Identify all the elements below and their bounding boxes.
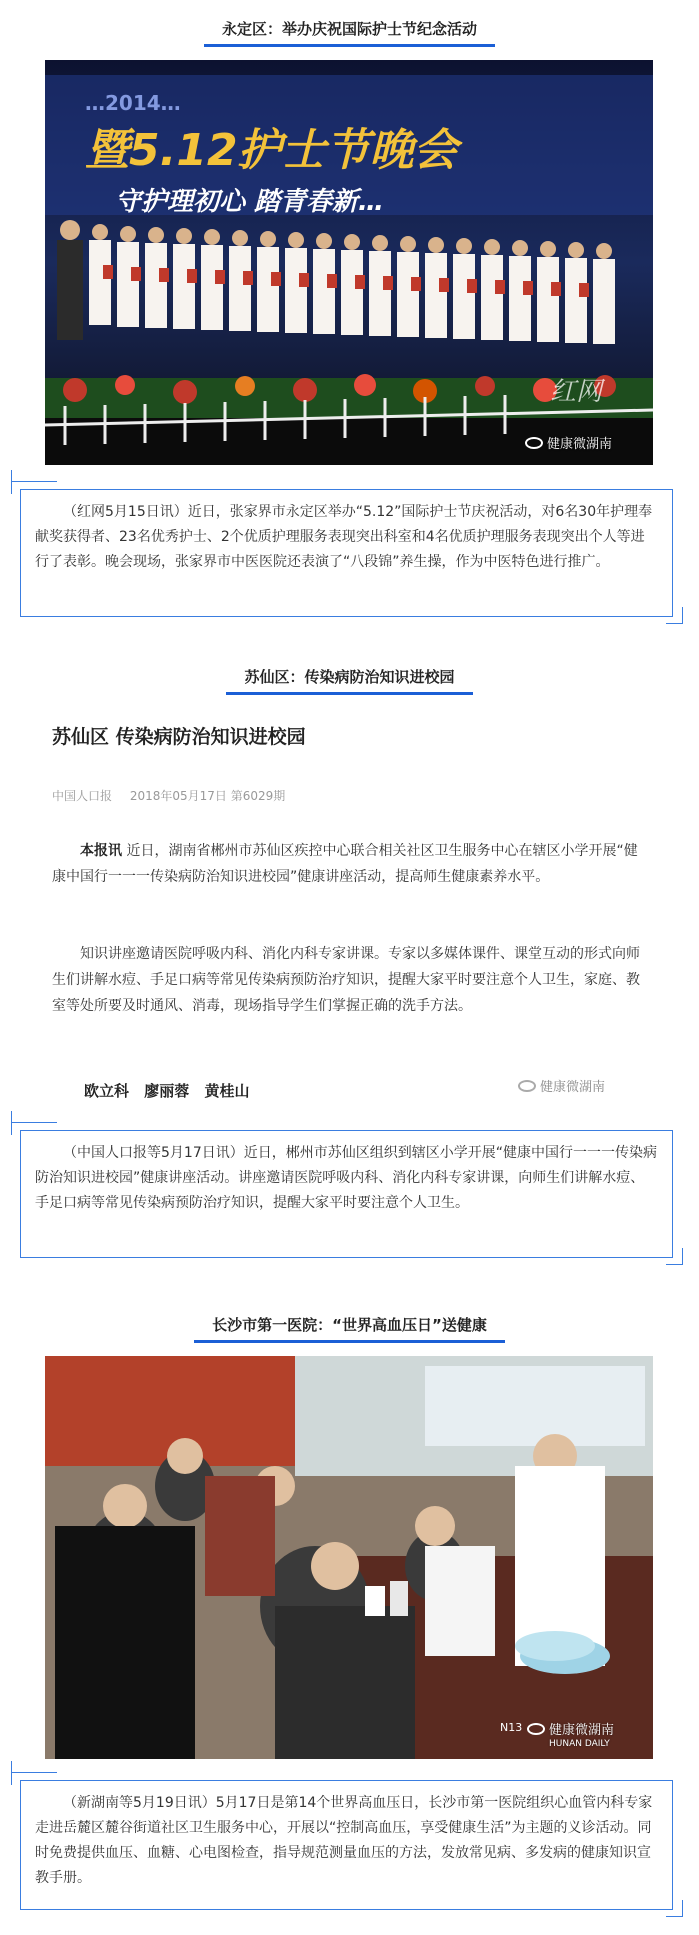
logo-text: 红网 bbox=[550, 377, 603, 407]
quote1-text: （红网5月15日讯）近日，张家界市永定区举办“5.12”国际护士节庆祝活动，对6名30年护理奉献奖获得者、23名优秀护士、2个优质护理服务表现突出科室和4名优质护理服务表现突出个人等进行了表彰。晚会现场，张家界市中医医院还表演了“八段锦”养生操，作为中医特色进行推广。 bbox=[35, 504, 653, 570]
wechat-icon bbox=[518, 1080, 536, 1092]
banner-top-text: …2014… bbox=[85, 91, 181, 115]
quote2-text: （中国人口报等5月17日讯）近日，郴州市苏仙区组织到辖区小学开展“健康中国行一一一传染病防治知识进校园”健康讲座活动。讲座邀请医院呼吸内科、消化内科专家讲课，向师生们讲解水痘、手足口病等常见传染病预防治疗知识，提醒大家平时要注意个人卫生。 bbox=[35, 1145, 657, 1211]
quote3-text: （新湖南等5月19日讯）5月17日是第14个世界高血压日，长沙市第一医院组织心血管内科专家走进岳麓区麓谷街道社区卫生服务中心，开展以“控制高血压，享受健康生活”为主题的义诊活动。同时免费提供血压、血糖、心电图检查，指导规范测量血压的方法，发放常见病、多发病的健康知识宣教手册。 bbox=[35, 1795, 653, 1886]
quote1-corner-bottom bbox=[666, 607, 683, 624]
photo-label: N13 bbox=[500, 1721, 523, 1734]
quote-box-3 bbox=[20, 1780, 673, 1910]
watermark-3: 健康微湖南 HUNAN DAILY bbox=[527, 1719, 614, 1749]
wechat-icon bbox=[525, 437, 543, 449]
section2-heading bbox=[0, 666, 699, 695]
article-source: 中国人口报 bbox=[52, 789, 113, 803]
article-paragraph-2: 知识讲座邀请医院呼吸内科、消化内科专家讲课。专家以多媒体课件、课堂互动的形式向师生们讲解水痘、手足口病等常见传染病预防治疗知识，提醒大家平时要注意个人卫生，家庭、教室等处所要及时通风、消毒，现场指导学生们掌握正确的洗手方法。 bbox=[52, 946, 640, 1014]
watermark-sub: HUNAN DAILY bbox=[549, 1739, 610, 1749]
article-title: 苏仙区 传染病防治知识进校园 bbox=[52, 726, 306, 748]
wechat-icon bbox=[527, 1723, 545, 1735]
article-paragraph-1: 本报讯 近日，湖南省郴州市苏仙区疾控中心联合相关社区卫生服务中心在辖区小学开展“健康中国行一一一传染病防治知识进校园”健康讲座活动，提高师生健康素养水平。 bbox=[52, 843, 638, 885]
section1-title: 永定区：举办庆祝国际护士节纪念活动 bbox=[204, 18, 495, 47]
section3-heading bbox=[0, 1314, 699, 1343]
banner-sub-text: 守护理初心 踏青春新… bbox=[115, 187, 385, 217]
quote-box-2 bbox=[20, 1130, 673, 1258]
watermark-2: 健康微湖南 bbox=[518, 1076, 605, 1095]
article-authors: 欧立科 廖丽蓉 黄桂山 bbox=[84, 1082, 250, 1100]
article-lead: 本报讯 bbox=[80, 843, 122, 859]
quote-box-1 bbox=[20, 489, 673, 617]
section1-heading bbox=[0, 18, 699, 47]
quote3-corner-bottom bbox=[666, 1900, 683, 1917]
article-meta bbox=[52, 787, 299, 804]
quote2-corner-bottom bbox=[666, 1248, 683, 1265]
nurses-stage-image bbox=[45, 60, 653, 465]
section1-photo bbox=[45, 60, 653, 465]
watermark-1: 健康微湖南 bbox=[525, 433, 612, 452]
article-date: 2018年05月17日 第6029期 bbox=[129, 789, 286, 803]
clinic-image bbox=[45, 1356, 653, 1759]
section3-title: 长沙市第一医院：“世界高血压日”送健康 bbox=[194, 1314, 505, 1343]
banner-main-text: 暨5.12护士节晚会 bbox=[85, 125, 458, 176]
section2-title: 苏仙区：传染病防治知识进校园 bbox=[226, 666, 472, 695]
section3-photo bbox=[45, 1356, 653, 1759]
